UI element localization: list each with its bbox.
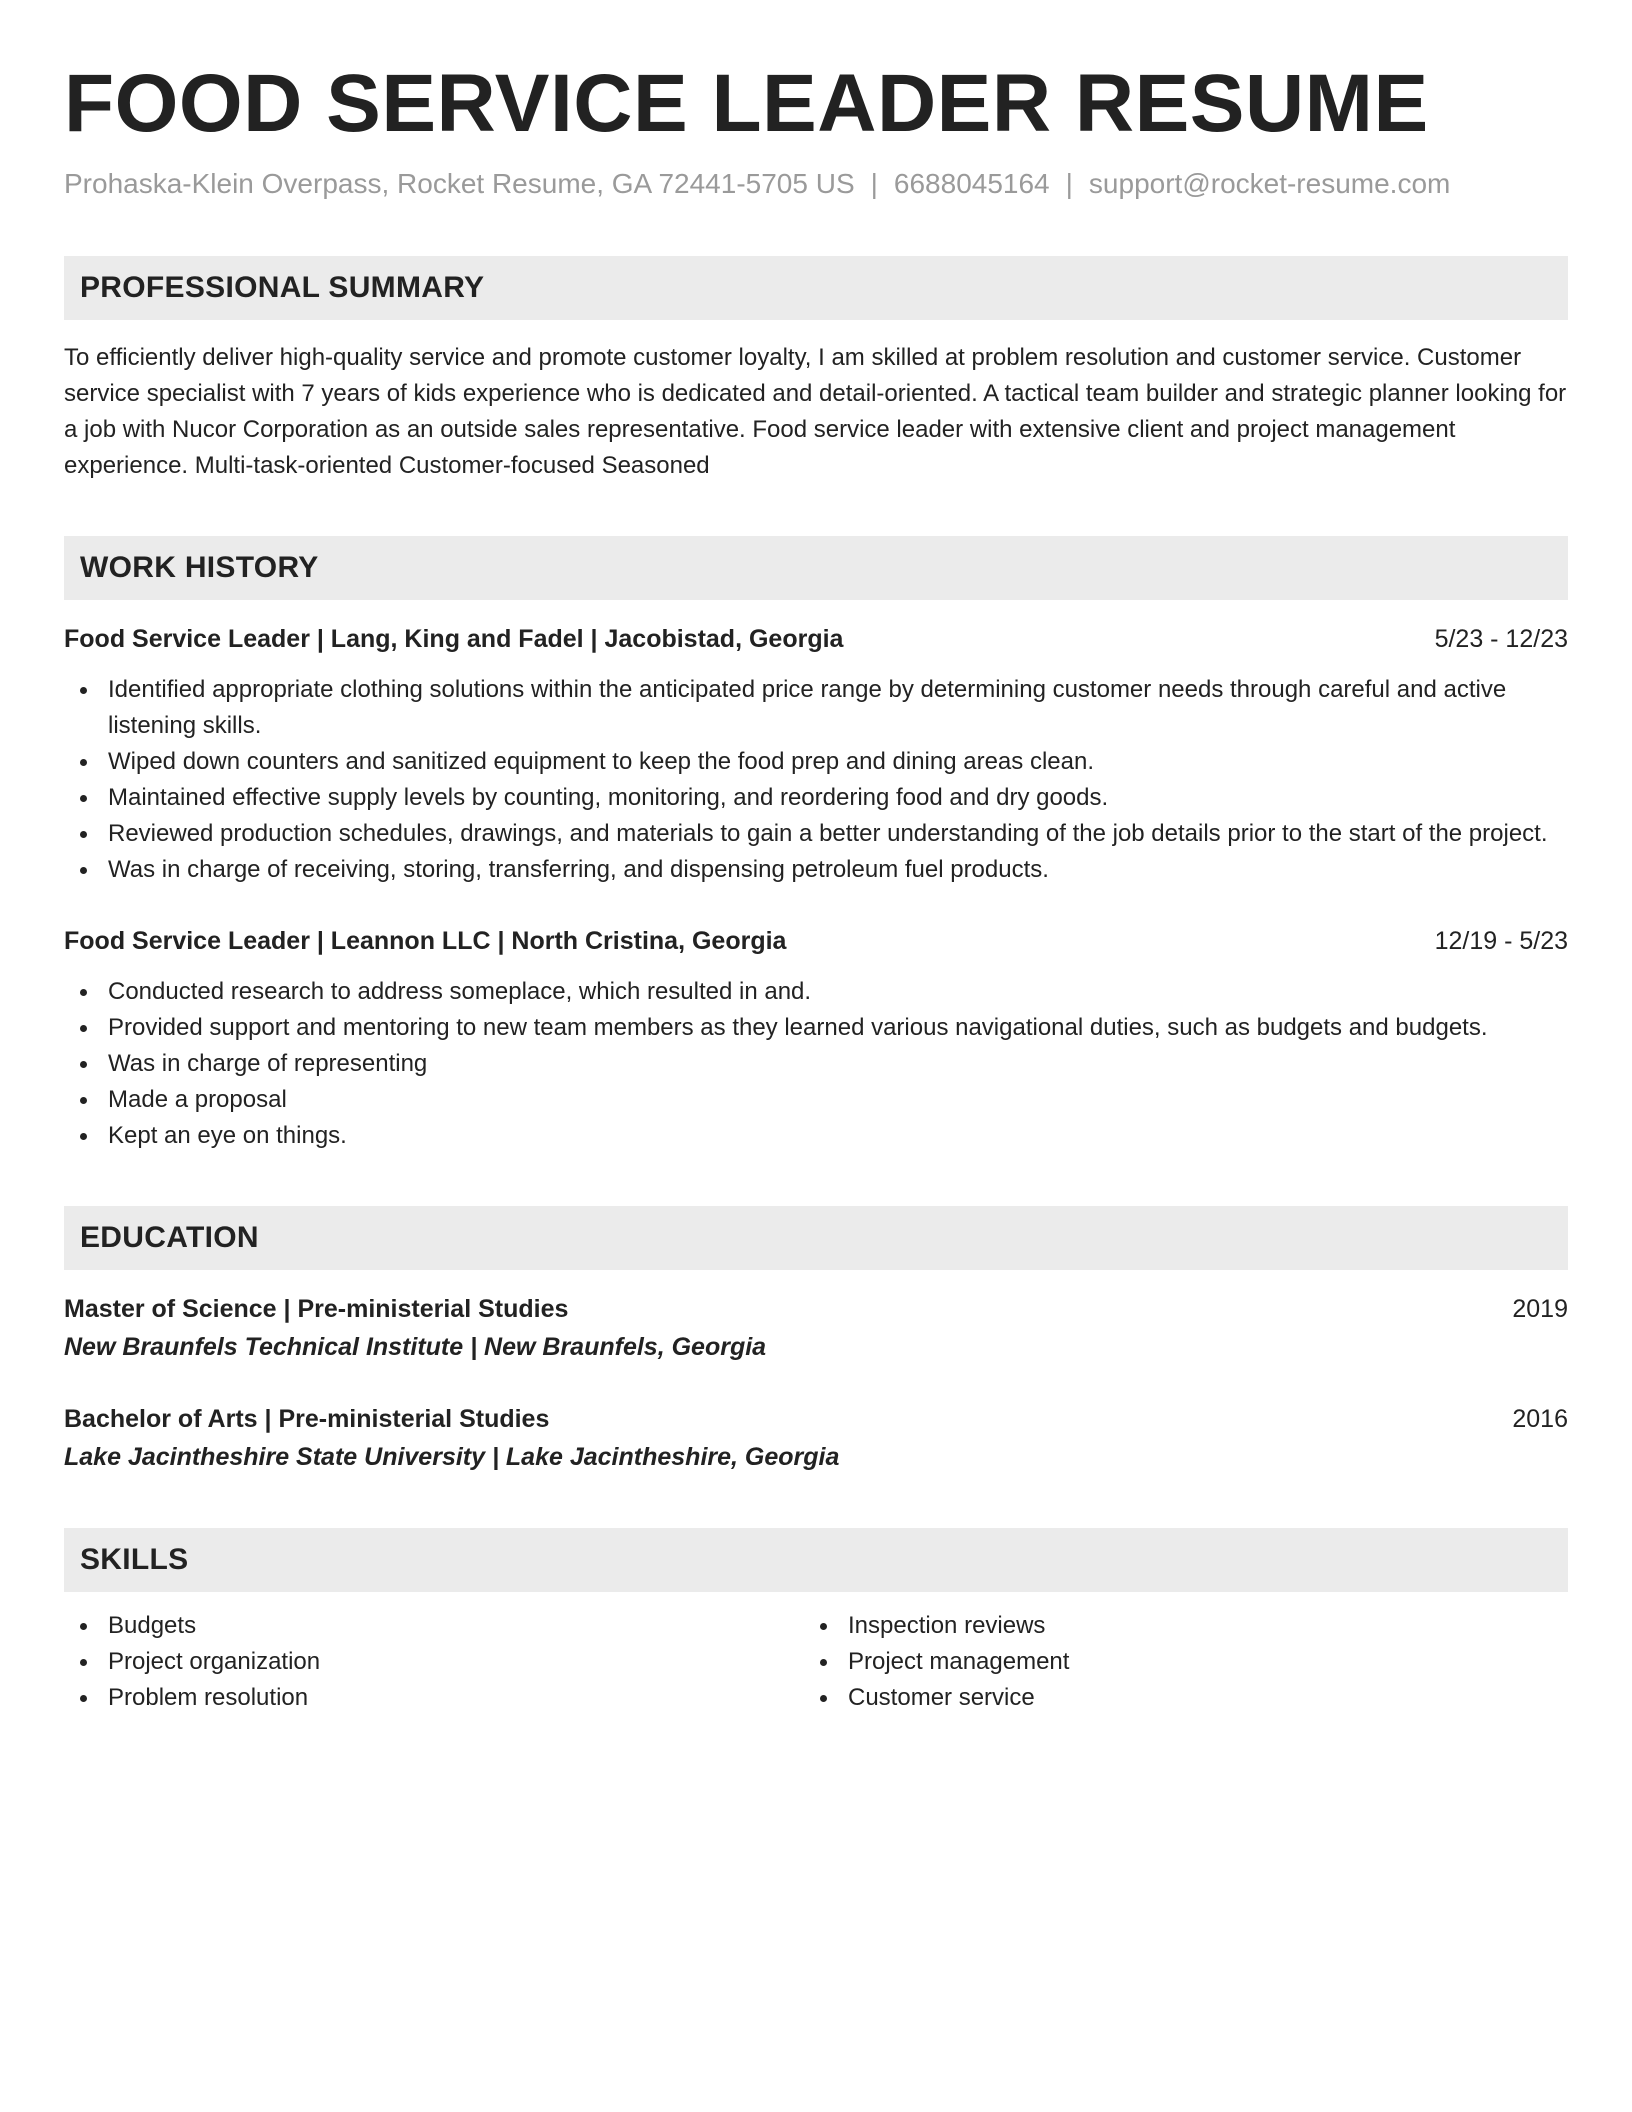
job-dates: 5/23 - 12/23 <box>1434 625 1568 653</box>
contact-line <box>64 164 1568 204</box>
contact-separator: | <box>1065 168 1073 199</box>
education-entry <box>64 1400 1568 1476</box>
job-dates: 12/19 - 5/23 <box>1434 927 1568 955</box>
summary-section-header <box>64 256 1568 320</box>
contact-address: Prohaska-Klein Overpass, Rocket Resume, GA 72441-5705 US <box>64 168 855 199</box>
skill-item: Problem resolution <box>64 1680 804 1716</box>
education-header <box>64 1400 1568 1438</box>
skills-column-left <box>64 1608 804 1716</box>
job-bullet: Conducted research to address someplace, which resulted in and. <box>64 974 1568 1010</box>
contact-phone: 6688045164 <box>893 168 1050 199</box>
job-entry <box>64 922 1568 1154</box>
summary-text: To efficiently deliver high-quality service and promote customer loyalty, I am skilled at problem resolution and customer service. Customer service specialist with 7 years of kids experience who is dedicated and detail-oriented. A tactical team builder and strategic planner looking for a job with Nucor Corporation as an outside sales representative. Food service leader with extensive client and project management experience. Multi-task-oriented Customer-focused Seasoned <box>64 344 1567 479</box>
education-entry <box>64 1290 1568 1366</box>
job-bullet: Provided support and mentoring to new team members as they learned various navigational duties, such as budgets and budgets. <box>64 1010 1568 1046</box>
job-title: Food Service Leader | Leannon LLC | North Cristina, Georgia <box>64 927 787 955</box>
job-bullet: Maintained effective supply levels by counting, monitoring, and reordering food and dry goods. <box>64 780 1568 816</box>
job-bullet: Identified appropriate clothing solutions within the anticipated price range by determining customer needs through careful and active listening skills. <box>64 672 1568 744</box>
education-degree: Master of Science | Pre-ministerial Studies <box>64 1295 569 1323</box>
job-bullets <box>64 672 1568 888</box>
job-bullet: Kept an eye on things. <box>64 1118 1568 1154</box>
job-header <box>64 620 1568 658</box>
education-section-header <box>64 1206 1568 1270</box>
work-heading: WORK HISTORY <box>80 551 319 584</box>
contact-email: support@rocket-resume.com <box>1088 168 1451 199</box>
education-heading: EDUCATION <box>80 1221 259 1254</box>
summary-heading: PROFESSIONAL SUMMARY <box>80 271 485 304</box>
education-degree: Bachelor of Arts | Pre-ministerial Studies <box>64 1405 550 1433</box>
job-bullets <box>64 974 1568 1154</box>
education-header <box>64 1290 1568 1328</box>
skills-heading: SKILLS <box>80 1543 189 1576</box>
job-title: Food Service Leader | Lang, King and Fadel | Jacobistad, Georgia <box>64 625 844 653</box>
education-school: New Braunfels Technical Institute | New Braunfels, Georgia <box>64 1333 767 1361</box>
education-year: 2019 <box>1512 1295 1568 1323</box>
job-bullet: Wiped down counters and sanitized equipment to keep the food prep and dining areas clean. <box>64 744 1568 780</box>
contact-separator: | <box>870 168 878 199</box>
work-section-header <box>64 536 1568 600</box>
skills-list <box>64 1608 1568 1716</box>
skill-item: Budgets <box>64 1608 804 1644</box>
skill-item: Project organization <box>64 1644 804 1680</box>
resume-title: FOOD SERVICE LEADER RESUME <box>64 58 1429 149</box>
skills-section-header <box>64 1528 1568 1592</box>
job-bullet: Was in charge of representing <box>64 1046 1568 1082</box>
job-entry <box>64 620 1568 888</box>
education-year: 2016 <box>1512 1405 1568 1433</box>
skill-item: Project management <box>804 1644 1556 1680</box>
education-school: Lake Jacintheshire State University | Lake Jacintheshire, Georgia <box>64 1443 840 1471</box>
job-bullet: Reviewed production schedules, drawings, and materials to gain a better understanding of the job details prior to the start of the project. <box>64 816 1568 852</box>
skills-column-right <box>804 1608 1556 1716</box>
job-bullet: Was in charge of receiving, storing, transferring, and dispensing petroleum fuel products. <box>64 852 1568 888</box>
job-bullet: Made a proposal <box>64 1082 1568 1118</box>
skill-item: Inspection reviews <box>804 1608 1556 1644</box>
job-header <box>64 922 1568 960</box>
skill-item: Customer service <box>804 1680 1556 1716</box>
